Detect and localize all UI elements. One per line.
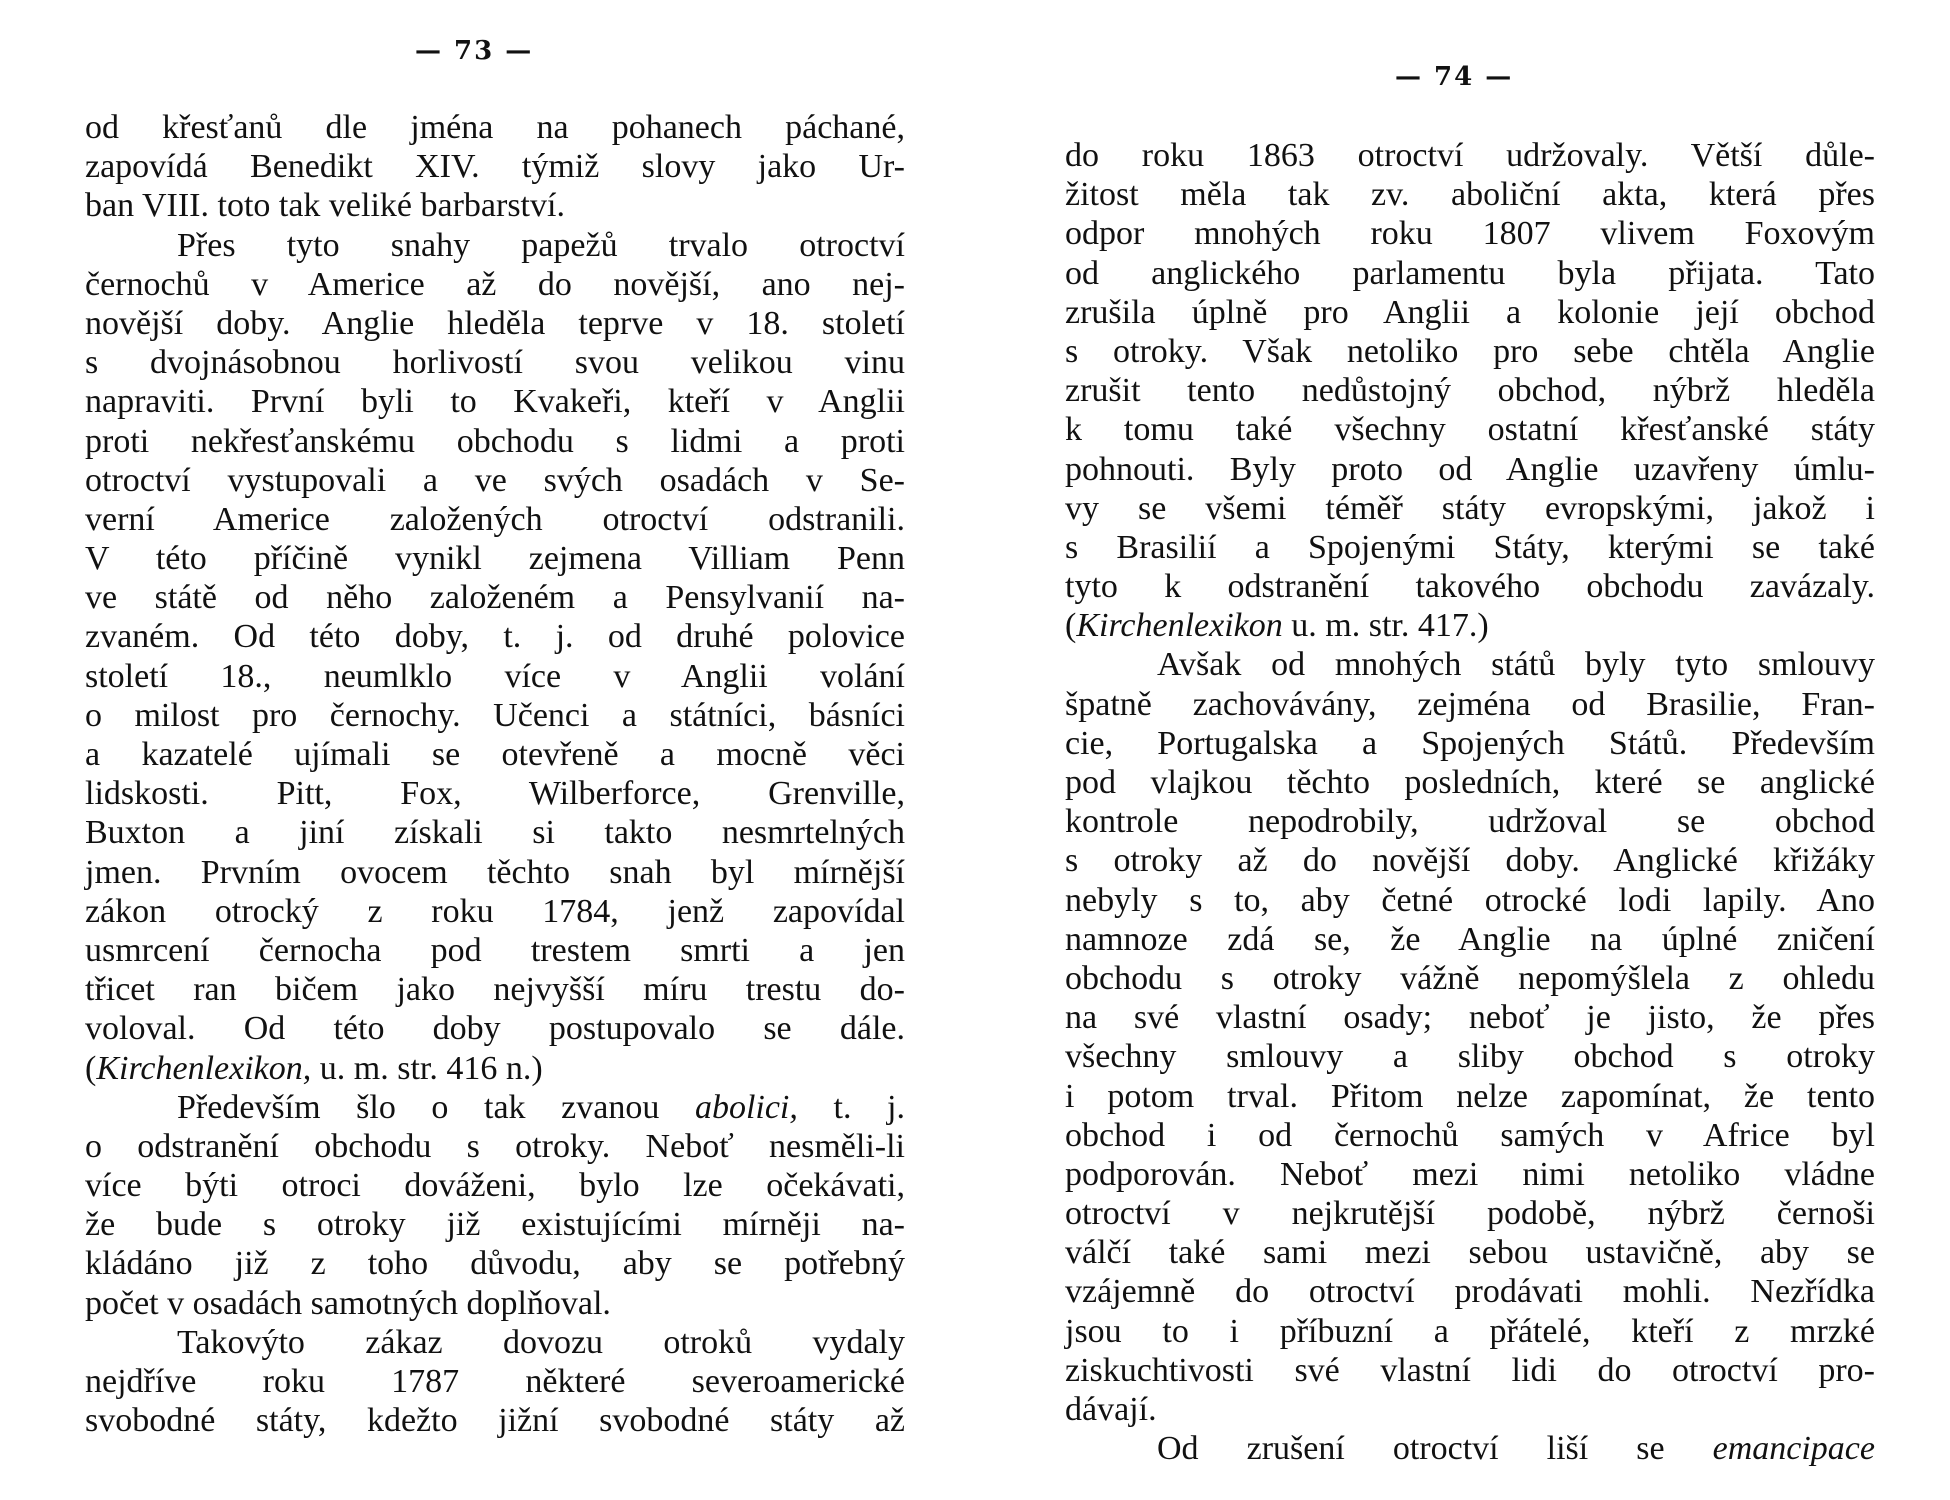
text-line: zrušila úplně pro Anglii a kolonie její obchod — [1065, 293, 1875, 331]
text-line: ve státě od něho založeném a Pensylvanií na- — [85, 579, 905, 617]
text-line: kládáno již z toho důvodu, aby se potřebný — [85, 1245, 905, 1283]
text-line: století 18., neumlklo více v Anglii volání — [85, 657, 905, 695]
text-line: od anglického parlamentu byla přijata. Tato — [1065, 254, 1875, 292]
line-text-segment: Od zrušení otroctví liší se — [1157, 1430, 1713, 1468]
text-line: pod vlajkou těchto posledních, které se anglické — [1065, 764, 1875, 801]
text-line: válčí také sami mezi sebou ustavičně, aby se — [1065, 1234, 1875, 1272]
text-line: podporován. Neboť mezi nimi netoliko vládne — [1065, 1155, 1875, 1193]
line-text-segment: ( — [85, 1049, 97, 1087]
text-line: žitost měla tak zv. aboliční akta, která přes — [1065, 176, 1875, 214]
text-line: o milost pro černochy. Učenci a státníci, básníci — [85, 696, 905, 734]
text-line: ban VIII. toto tak veliké barbarství. — [85, 187, 565, 225]
italic-term: Kirchenlexikon — [1076, 607, 1283, 645]
italic-term: abolici, — [694, 1088, 798, 1126]
text-line: černochů v Americe až do novější, ano nej- — [85, 265, 905, 303]
right-page-text — [1065, 136, 1875, 1468]
text-line: obchod i od černochů samých v Africe byl — [1065, 1116, 1875, 1154]
text-line: počet v osadách samotných doplňoval. — [85, 1284, 611, 1322]
text-line: s otroky. Však netoliko pro sebe chtěla Anglie — [1065, 332, 1875, 370]
text-line: nejdříve roku 1787 některé severoamerické — [85, 1363, 905, 1400]
text-line: pohnouti. Byly proto od Anglie uzavřeny úmlu- — [1065, 450, 1875, 488]
left-page-number: — 73 — — [415, 36, 534, 66]
text-line: na své vlastní osady; neboť je jisto, že přes — [1065, 999, 1875, 1037]
text-line: o odstranění obchodu s otroky. Neboť nesměli-li — [85, 1127, 905, 1165]
text-line: Takovýto zákaz dovozu otroků vydaly — [177, 1323, 905, 1361]
text-line: že bude s otroky již existujícími mírněji na- — [85, 1206, 905, 1244]
text-line: a kazatelé ujímali se otevřeně a mocně věci — [85, 736, 905, 773]
text-line: cie, Portugalska a Spojených Států. Především — [1065, 724, 1875, 762]
text-line: vzájemně do otroctví prodávati mohli. Nezřídka — [1065, 1273, 1875, 1311]
text-line — [1065, 1429, 1875, 1468]
text-line: tyto k odstranění takového obchodu zavázaly. — [1065, 568, 1875, 606]
text-line: všechny smlouvy a sliby obchod s otroky — [1065, 1038, 1875, 1076]
text-line: otroctví vystupovali a ve svých osadách v Se- — [85, 461, 905, 499]
text-line: zvaném. Od této doby, t. j. od druhé polovice — [85, 618, 905, 656]
text-line — [85, 1088, 905, 1127]
text-line: zákon otrocký z roku 1784, jenž zapovídal — [85, 892, 905, 930]
line-text-segment: ( — [1065, 607, 1077, 645]
text-line: verní Americe založených otroctví odstranili. — [85, 500, 905, 538]
text-line: V této příčině vynikl zejmena Villiam Penn — [85, 540, 905, 578]
text-line: s Brasilií a Spojenými Státy, kterými se také — [1065, 528, 1875, 566]
text-line: proti nekřesťanskému obchodu s lidmi a proti — [85, 422, 905, 460]
text-line: svobodné státy, kdežto jižní svobodné státy až — [85, 1402, 905, 1440]
text-line: do roku 1863 otroctví udržovaly. Větší důle- — [1065, 137, 1875, 174]
line-text-segment: Především šlo o tak zvanou — [177, 1088, 695, 1126]
text-line — [85, 1049, 905, 1088]
text-line: jsou to i příbuzní a přátelé, kteří z mrzké — [1065, 1312, 1875, 1350]
text-line: ziskuchtivosti své vlastní lidi do otroctví pro- — [1065, 1351, 1875, 1389]
text-line: kontrole nepodrobily, udržoval se obchod — [1065, 803, 1875, 841]
text-line: s dvojnásobnou horlivostí svou velikou vinu — [85, 344, 905, 382]
text-line: s otroky až do novější doby. Anglické křižáky — [1065, 842, 1875, 880]
text-line: usmrcení černocha pod trestem smrti a jen — [85, 931, 905, 969]
text-line: i potom trval. Přitom nelze zapomínat, že tento — [1065, 1077, 1875, 1115]
text-line: nebyly s to, aby četné otrocké lodi lapily. Ano — [1065, 881, 1875, 919]
text-line: obchodu s otroky vážně nepomýšlela z ohledu — [1065, 959, 1875, 997]
text-line: třicet ran bičem jako nejvyšší míru trestu do- — [85, 971, 905, 1009]
line-text-segment: t. j. — [797, 1088, 905, 1126]
text-line: více býti otroci dováženi, bylo lze očekávati, — [85, 1167, 905, 1205]
italic-term: Kirchenlexikon, — [96, 1049, 312, 1087]
text-line: Avšak od mnohých států byly tyto smlouvy — [1157, 646, 1875, 684]
text-line: odpor mnohých roku 1807 vlivem Foxovým — [1065, 215, 1875, 253]
text-line: Buxton a jiní získali si takto nesmrtelných — [85, 814, 905, 852]
line-text-segment: u. m. str. 416 n.) — [311, 1049, 543, 1087]
text-line: namnoze zdá se, že Anglie na úplné zničení — [1065, 920, 1875, 958]
text-line: od křesťanů dle jména na pohanech páchané, — [85, 109, 905, 146]
text-line: Přes tyto snahy papežů trvalo otroctví — [177, 226, 905, 264]
text-line: k tomu také všechny ostatní křesťanské státy — [1065, 411, 1875, 449]
italic-term: emancipace — [1712, 1430, 1875, 1468]
text-line: špatně zachovávány, zejména od Brasilie, Fran- — [1065, 685, 1875, 723]
right-page-number: — 74 — — [1395, 62, 1514, 92]
text-line: zrušit tento nedůstojný obchod, nýbrž hleděla — [1065, 372, 1875, 410]
text-line: lidskosti. Pitt, Fox, Wilberforce, Grenville, — [85, 775, 905, 813]
text-line: jmen. Prvním ovocem těchto snah byl mírnější — [85, 853, 905, 891]
text-line — [1065, 606, 1875, 645]
text-line: otroctví v nejkrutější podobě, nýbrž černoši — [1065, 1195, 1875, 1233]
text-line: dávají. — [1065, 1391, 1157, 1428]
left-page-text — [85, 108, 905, 1440]
text-line: voloval. Od této doby postupovalo se dále. — [85, 1010, 905, 1048]
text-line: zapovídá Benedikt XIV. týmiž slovy jako Ur- — [85, 148, 905, 186]
text-line: napraviti. První byli to Kvakeři, kteří v Anglii — [85, 383, 905, 421]
text-line: vy se všemi téměř státy evropskými, jakož i — [1065, 489, 1875, 527]
text-line: novější doby. Anglie hleděla teprve v 18. století — [85, 304, 905, 342]
line-text-segment: u. m. str. 417.) — [1282, 607, 1489, 645]
